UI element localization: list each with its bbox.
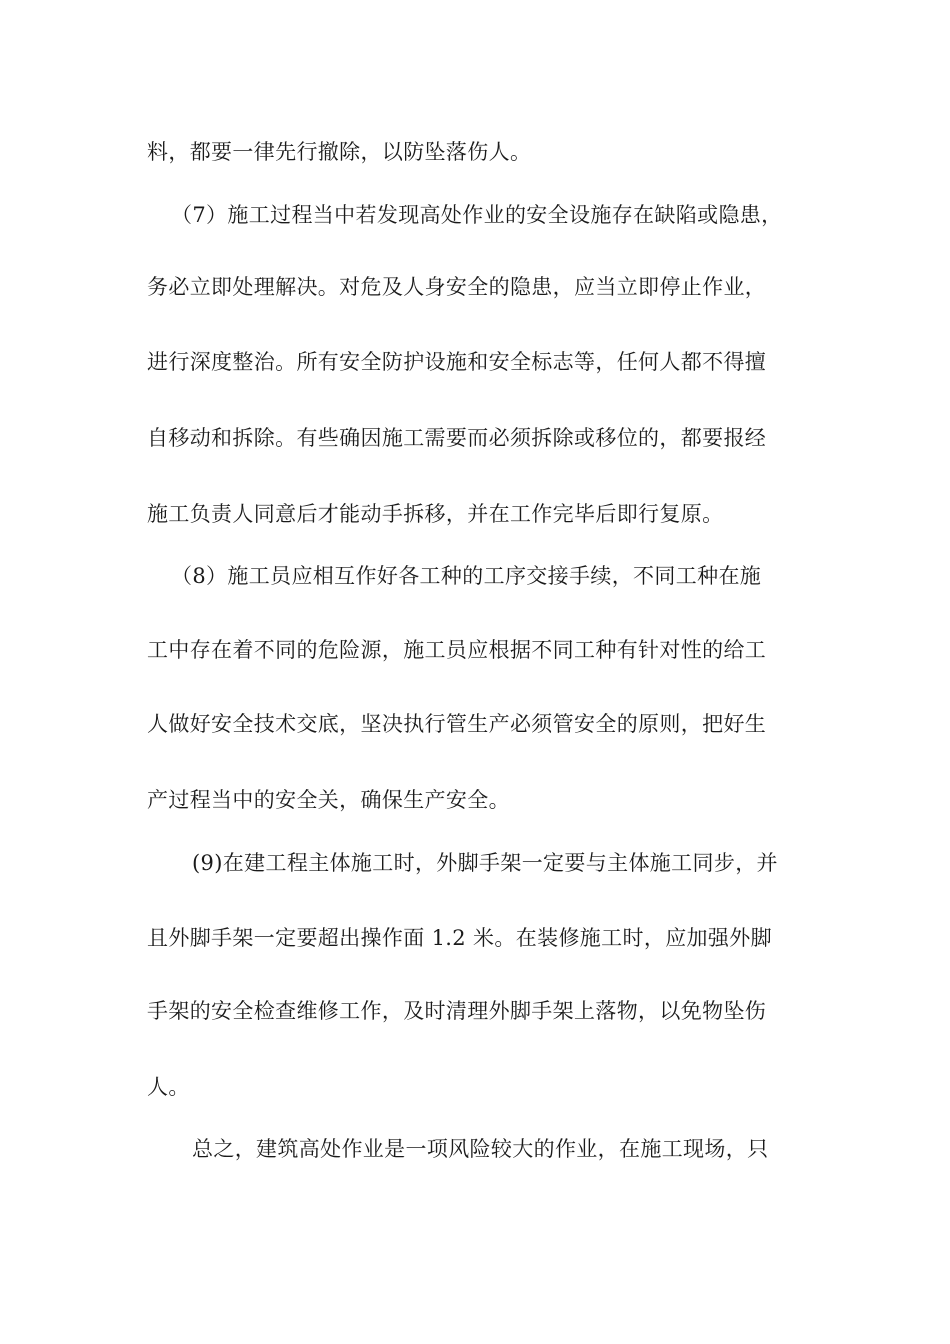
text-line: 人。 (147, 1075, 190, 1099)
text-line: 自移动和拆除。有些确因施工需要而必须拆除或移位的，都要报经 (147, 426, 767, 450)
text-line: 施工负责人同意后才能动手拆移，并在工作完毕后即行复原。 (147, 502, 724, 526)
text-line: 且外脚手架一定要超出操作面 1.2 米。在装修施工时，应加强外脚 (147, 926, 772, 950)
text-line: 人做好安全技术交底，坚决执行管生产必须管安全的原则，把好生 (147, 712, 767, 736)
text-line: （7）施工过程当中若发现高处作业的安全设施存在缺陷或隐患， (171, 203, 783, 227)
text-line: 料，都要一律先行撤除，以防坠落伤人。 (147, 140, 532, 164)
text-line: 进行深度整治。所有安全防护设施和安全标志等，任何人都不得擅 (147, 350, 767, 374)
text-line: （8）施工员应相互作好各工种的工序交接手续，不同工种在施 (171, 564, 762, 588)
text-line: (9)在建工程主体施工时，外脚手架一定要与主体施工同步，并 (192, 851, 778, 875)
text-line: 工中存在着不同的危险源，施工员应根据不同工种有针对性的给工 (147, 638, 767, 662)
text-line: 总之，建筑高处作业是一项风险较大的作业，在施工现场，只 (192, 1137, 769, 1161)
text-line: 务必立即处理解决。对危及人身安全的隐患，应当立即停止作业， (147, 275, 767, 299)
text-line: 产过程当中的安全关，确保生产安全。 (147, 788, 510, 812)
text-line: 手架的安全检查维修工作，及时清理外脚手架上落物，以免物坠伤 (147, 999, 767, 1023)
